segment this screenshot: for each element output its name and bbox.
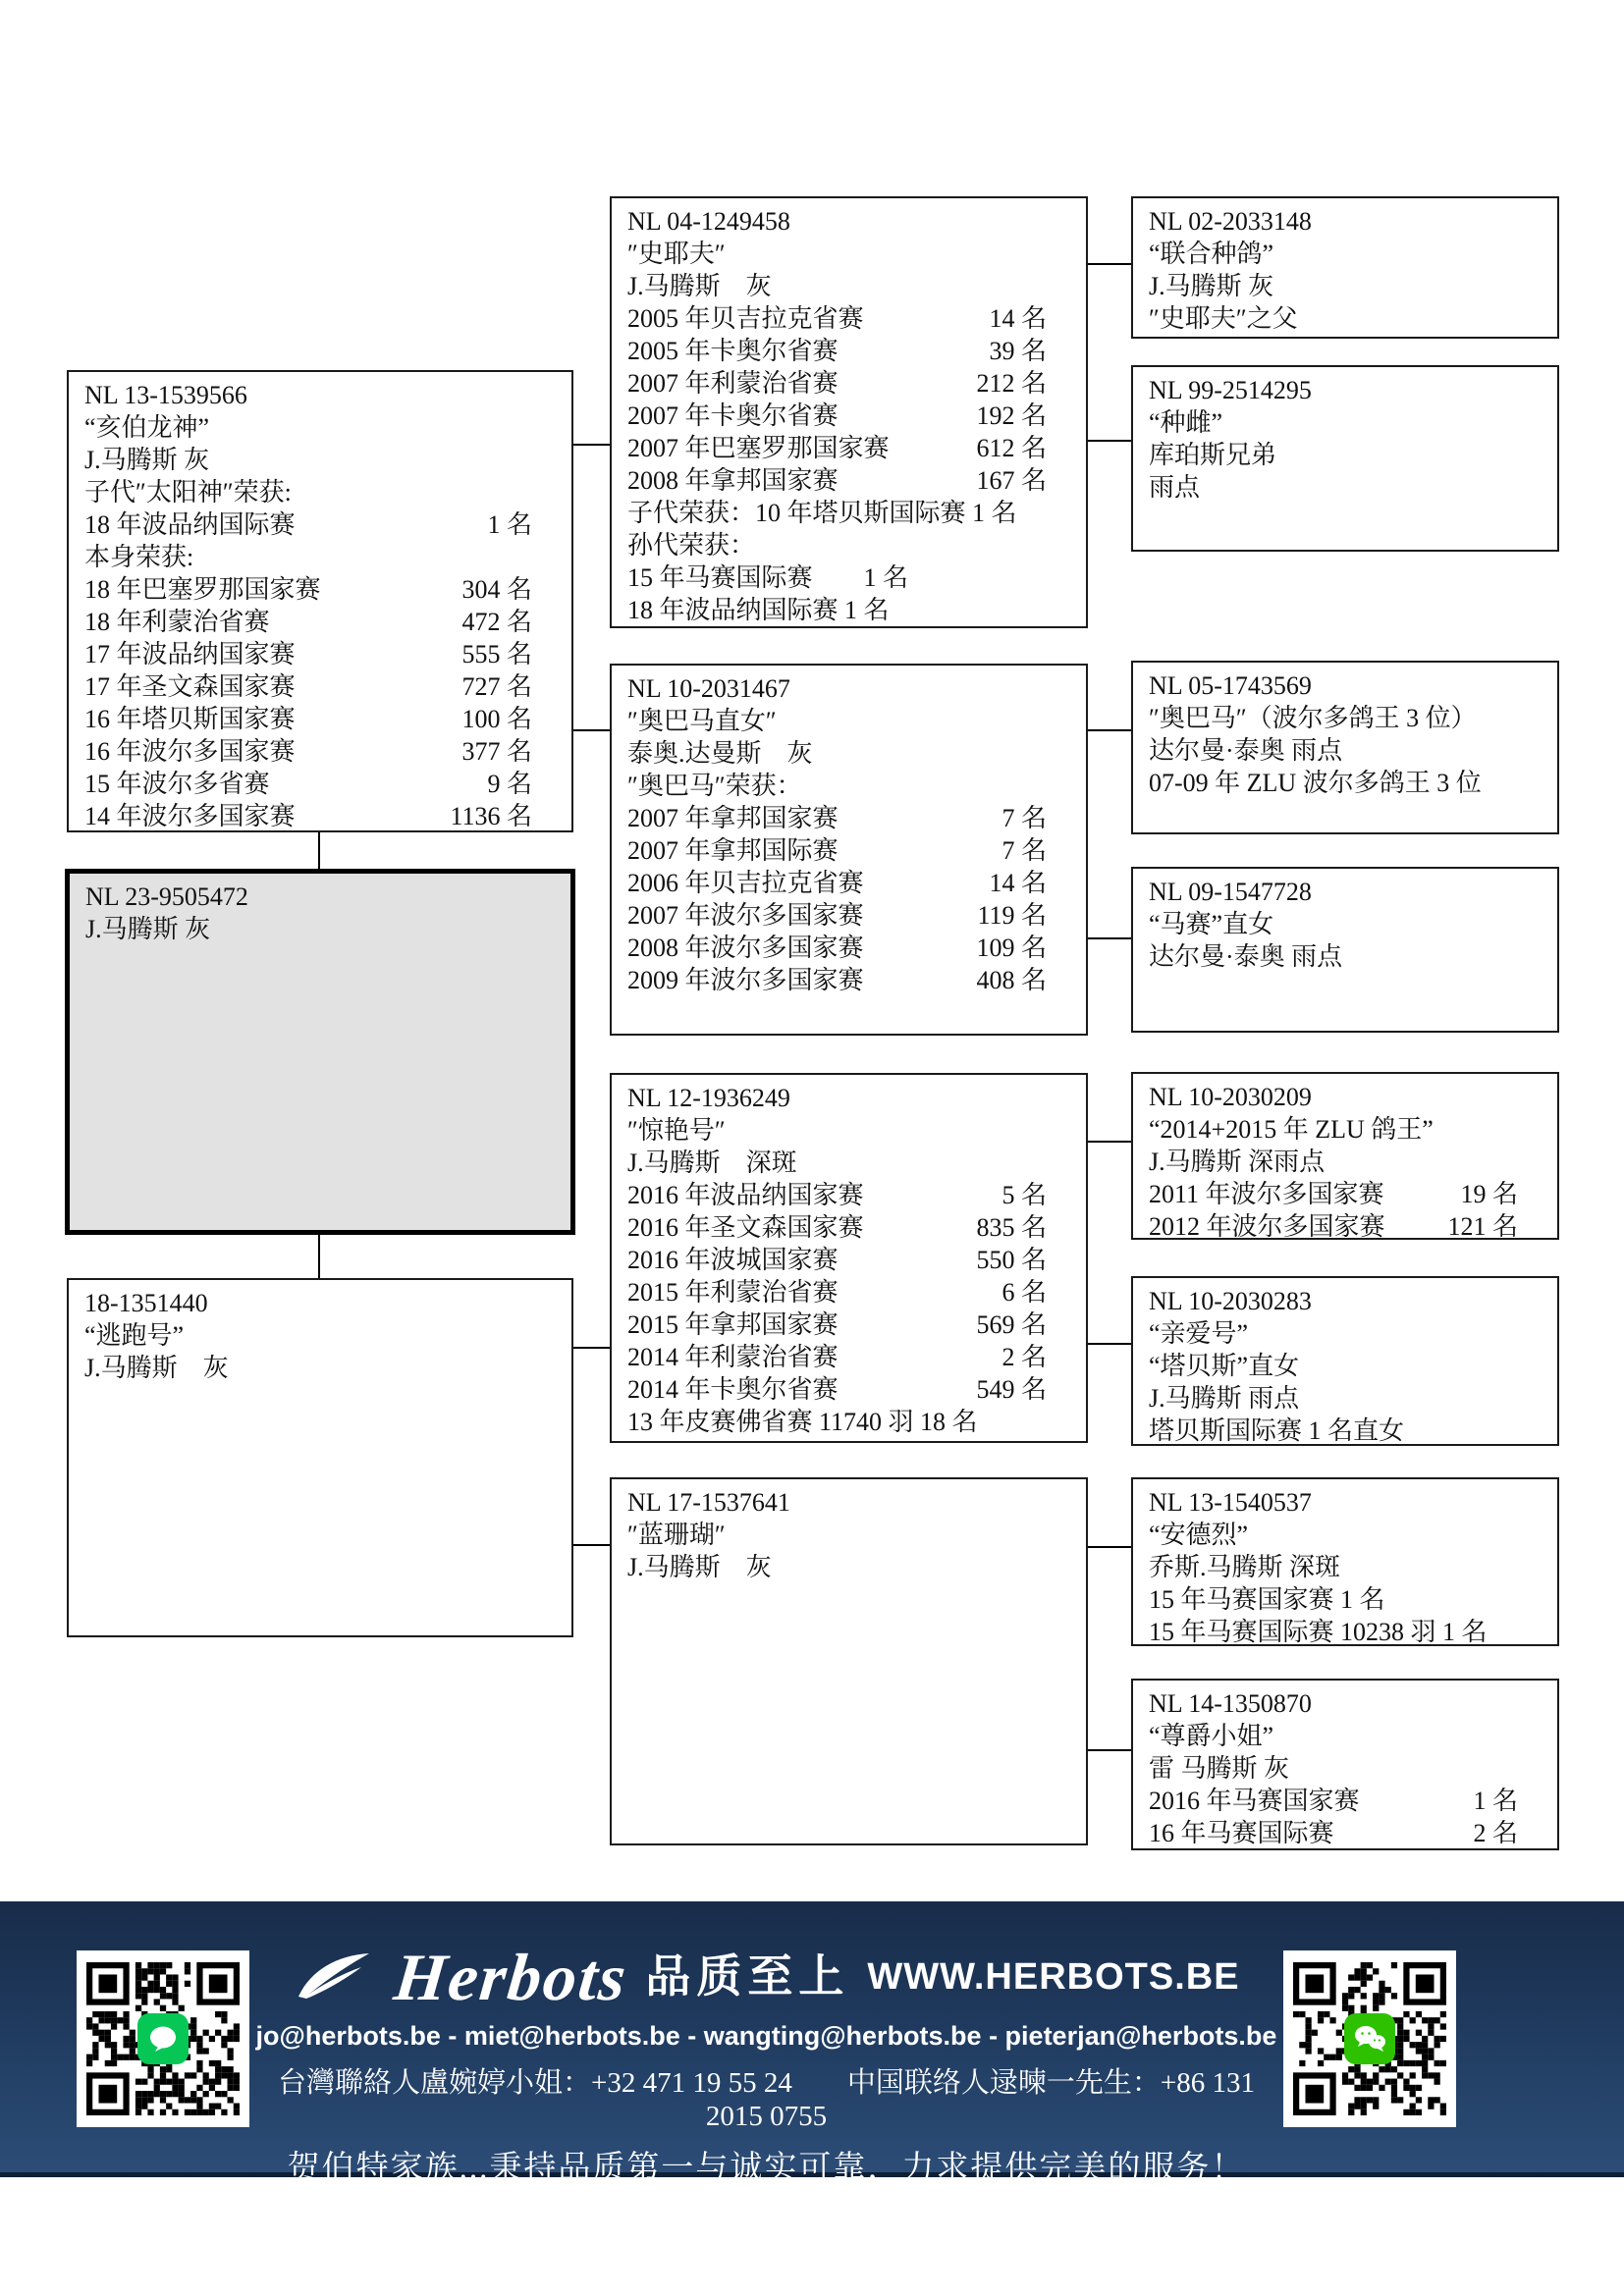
line-icon <box>137 2013 189 2064</box>
pedigree-box-granddam-paternal <box>610 664 1088 1036</box>
footer-banner <box>0 1901 1624 2186</box>
pedigree-text-line: NL 09-1547728 <box>1149 878 1312 906</box>
pedigree-text-line: 2007 年利蒙治省赛 212 名 <box>627 369 1047 398</box>
connector-line <box>573 729 610 731</box>
pedigree-text-line: J.马腾斯 灰 <box>85 915 211 943</box>
connector-line <box>573 1544 610 1546</box>
pedigree-text-line: J.马腾斯 灰 <box>84 1354 229 1382</box>
connector-line <box>1088 1749 1131 1751</box>
connector-line <box>1088 1141 1131 1143</box>
pedigree-text-line: 2007 年卡奥尔省赛 192 名 <box>627 401 1047 430</box>
connector-line <box>1088 440 1131 442</box>
connector-line <box>318 832 320 869</box>
pedigree-text-line: “逃跑号” <box>84 1321 185 1350</box>
pedigree-text-line: NL 99-2514295 <box>1149 376 1312 404</box>
pedigree-box-great-grandparent-6 <box>1131 1276 1559 1446</box>
pedigree-text-line: 泰奥.达曼斯 灰 <box>627 739 813 768</box>
connector-line <box>1088 263 1131 265</box>
pedigree-box-subject <box>65 869 575 1235</box>
pedigree-text-line: 达尔曼·泰奥 雨点 <box>1149 736 1343 765</box>
footer-emails: jo@herbots.be - miet@herbots.be - wangting@herbots.be - pieterjan@herbots.be <box>255 2021 1277 2051</box>
connector-line <box>1088 729 1131 731</box>
pedigree-text-line: NL 10-2030283 <box>1149 1287 1312 1315</box>
connector-line <box>1088 1343 1131 1345</box>
pedigree-text-line: 16 年马赛国际赛 2 名 <box>1149 1819 1518 1847</box>
footer-contacts <box>249 2060 1283 2133</box>
pedigree-box-great-grandparent-1 <box>1131 196 1559 339</box>
pedigree-text-line: ″史耶夫″ <box>627 240 726 268</box>
pedigree-text-line: 07-09 年 ZLU 波尔多鸽王 3 位 <box>1149 769 1482 797</box>
pedigree-text-line: 本身荣获: <box>84 543 194 571</box>
pedigree-text-line: NL 05-1743569 <box>1149 671 1312 700</box>
connector-line <box>573 444 610 446</box>
pedigree-text-line: 18 年波品纳国际赛 1 名 <box>84 510 532 539</box>
connector-line <box>573 1347 610 1349</box>
pedigree-box-great-grandparent-7 <box>1131 1477 1559 1646</box>
pedigree-text-line: J.马腾斯 灰 <box>627 272 772 300</box>
pedigree-text-line: “亥伯龙神” <box>84 413 210 442</box>
pedigree-text-line: “尊爵小姐” <box>1149 1722 1274 1750</box>
pedigree-text-line: 2006 年贝吉拉克省赛 14 名 <box>627 869 1047 897</box>
pedigree-box-granddam-maternal <box>610 1477 1088 1845</box>
pedigree-box-great-grandparent-3 <box>1131 661 1559 834</box>
pedigree-text-line: 2009 年波尔多国家赛 408 名 <box>627 966 1047 994</box>
pedigree-text-line: 2007 年巴塞罗那国家赛 612 名 <box>627 434 1047 462</box>
pedigree-box-father <box>67 370 573 832</box>
pedigree-text-line: 2016 年波城国家赛 550 名 <box>627 1246 1047 1274</box>
pedigree-text-line: 15 年马赛国家赛 1 名 <box>1149 1585 1385 1614</box>
pedigree-text-line: NL 04-1249458 <box>627 207 790 236</box>
pedigree-text-line: 2011 年波尔多国家赛 19 名 <box>1149 1180 1518 1208</box>
pedigree-text-line: J.马腾斯 灰 <box>627 1553 772 1581</box>
wechat-qr-code <box>1283 1950 1456 2127</box>
pedigree-text-line: 2016 年马赛国家赛 1 名 <box>1149 1787 1518 1815</box>
pedigree-box-great-grandparent-2 <box>1131 365 1559 552</box>
pedigree-text-line: 18 年波品纳国际赛 1 名 <box>627 596 890 624</box>
line-qr-code <box>77 1950 249 2127</box>
pedigree-text-line: NL 10-2031467 <box>627 674 790 703</box>
pedigree-text-line: J.马腾斯 灰 <box>84 446 210 474</box>
pedigree-text-line: J.马腾斯 深雨点 <box>1149 1148 1326 1176</box>
pedigree-text-line: 16 年波尔多国家赛 377 名 <box>84 737 532 766</box>
footer-center <box>249 1939 1283 2188</box>
pedigree-text-line: 18 年利蒙治省赛 472 名 <box>84 608 532 636</box>
pedigree-box-great-grandparent-4 <box>1131 867 1559 1033</box>
pedigree-text-line: 2005 年贝吉拉克省赛 14 名 <box>627 304 1047 333</box>
feather-icon <box>293 1948 377 2006</box>
pedigree-text-line: “2014+2015 年 ZLU 鸽王” <box>1149 1115 1434 1144</box>
pedigree-text-line: 2008 年拿邦国家赛 167 名 <box>627 466 1047 495</box>
brand-logo-row <box>249 1939 1283 2015</box>
pedigree-text-line: “种雌” <box>1149 408 1223 437</box>
footer-slogan: 贺伯特家族...秉持品质第一与诚实可靠，力求提供完美的服务！ <box>287 2151 1246 2186</box>
pedigree-text-line: 18 年巴塞罗那国家赛 304 名 <box>84 575 532 604</box>
pedigree-text-line: 孙代荣获： <box>627 531 756 560</box>
pedigree-text-line: 13 年皮赛佛省赛 11740 羽 18 名 <box>627 1408 978 1436</box>
pedigree-box-great-grandparent-5 <box>1131 1072 1559 1240</box>
pedigree-text-line: NL 10-2030209 <box>1149 1083 1312 1111</box>
pedigree-text-line: 2005 年卡奥尔省赛 39 名 <box>627 337 1047 365</box>
pedigree-text-line: ″惊艳号″ <box>627 1116 726 1145</box>
pedigree-text-line: 2016 年波品纳国家赛 5 名 <box>627 1181 1047 1209</box>
pedigree-text-line: NL 12-1936249 <box>627 1084 790 1112</box>
pedigree-text-line: ″奥巴马直女″ <box>627 707 777 735</box>
contact-china: 中国联络人逯暕一先生：+86 131 2015 0755 <box>705 2067 1255 2132</box>
pedigree-text-line: 达尔曼·泰奥 雨点 <box>1149 942 1343 971</box>
pedigree-text-line: 17 年波品纳国家赛 555 名 <box>84 640 532 668</box>
pedigree-text-line: 子代″太阳神″荣获: <box>84 478 292 507</box>
pedigree-text-line: 15 年波尔多省赛 9 名 <box>84 770 532 798</box>
brand-tagline: 品质至上 <box>645 1951 850 2002</box>
pedigree-box-grandsire-maternal <box>610 1073 1088 1443</box>
pedigree-text-line: “联合种鸽” <box>1149 240 1274 268</box>
pedigree-text-line: 2015 年利蒙治省赛 6 名 <box>627 1278 1047 1307</box>
pedigree-text-line: “安德烈” <box>1149 1521 1249 1549</box>
pedigree-text-line: ″史耶夫″之父 <box>1149 304 1298 333</box>
pedigree-text-line: “亲爱号” <box>1149 1319 1249 1348</box>
contact-taiwan: 台灣聯絡人盧婉婷小姐：+32 471 19 55 24 <box>278 2067 792 2099</box>
pedigree-text-line: 雨点 <box>1149 473 1201 502</box>
pedigree-text-line: NL 13-1539566 <box>84 381 247 409</box>
pedigree-box-mother <box>67 1278 573 1637</box>
pedigree-text-line: NL 23-9505472 <box>85 882 248 911</box>
brand-logo: Herbots <box>391 1940 632 2014</box>
pedigree-text-line: 雷 马腾斯 灰 <box>1149 1754 1290 1783</box>
connector-line <box>1088 937 1131 939</box>
pedigree-text-line: ″蓝珊瑚″ <box>627 1521 726 1549</box>
connector-line <box>1088 1546 1131 1548</box>
pedigree-text-line: 2007 年波尔多国家赛 119 名 <box>627 901 1047 930</box>
connector-line <box>318 1235 320 1278</box>
pedigree-text-line: “塔贝斯”直女 <box>1149 1352 1300 1380</box>
pedigree-text-line: J.马腾斯 雨点 <box>1149 1384 1300 1413</box>
pedigree-text-line: NL 17-1537641 <box>627 1488 790 1517</box>
pedigree-text-line: 15 年马赛国际赛 10238 羽 1 名 <box>1149 1618 1488 1646</box>
pedigree-text-line: 2007 年拿邦国际赛 7 名 <box>627 836 1047 865</box>
pedigree-text-line: NL 13-1540537 <box>1149 1488 1312 1517</box>
pedigree-text-line: 2015 年拿邦国家赛 569 名 <box>627 1310 1047 1339</box>
pedigree-box-great-grandparent-8 <box>1131 1679 1559 1850</box>
pedigree-text-line: 2014 年卡奥尔省赛 549 名 <box>627 1375 1047 1404</box>
pedigree-text-line: 17 年圣文森国家赛 727 名 <box>84 672 532 701</box>
wechat-icon <box>1344 2013 1395 2064</box>
pedigree-text-line: 2007 年拿邦国家赛 7 名 <box>627 804 1047 832</box>
pedigree-text-line: 塔贝斯国际赛 1 名直女 <box>1149 1416 1405 1445</box>
pedigree-text-line: 16 年塔贝斯国家赛 100 名 <box>84 705 532 733</box>
website-url: WWW.HERBOTS.BE <box>867 1956 1240 1998</box>
pedigree-text-line: 乔斯.马腾斯 深斑 <box>1149 1553 1341 1581</box>
pedigree-text-line: NL 02-2033148 <box>1149 207 1312 236</box>
pedigree-text-line: 2012 年波尔多国家赛 121 名 <box>1149 1212 1518 1241</box>
pedigree-text-line: J.马腾斯 灰 <box>1149 272 1274 300</box>
pedigree-text-line: 2008 年波尔多国家赛 109 名 <box>627 934 1047 962</box>
pedigree-text-line: 2016 年圣文森国家赛 835 名 <box>627 1213 1047 1242</box>
pedigree-text-line: 库珀斯兄弟 <box>1149 441 1277 469</box>
pedigree-text-line: 14 年波尔多国家赛 1136 名 <box>84 802 532 830</box>
pedigree-text-line: 18-1351440 <box>84 1289 208 1317</box>
pedigree-text-line: ″奥巴马″（波尔多鸽王 3 位） <box>1149 704 1477 732</box>
pedigree-text-line: “马赛”直女 <box>1149 910 1274 938</box>
pedigree-box-grandsire-paternal <box>610 196 1088 628</box>
pedigree-text-line: 15 年马赛国际赛 1 名 <box>627 563 909 592</box>
pedigree-text-line: 子代荣获：10 年塔贝斯国际赛 1 名 <box>627 499 1017 527</box>
pedigree-text-line: NL 14-1350870 <box>1149 1689 1312 1718</box>
pedigree-text-line: 2014 年利蒙治省赛 2 名 <box>627 1343 1047 1371</box>
pedigree-text-line: J.马腾斯 深斑 <box>627 1148 797 1177</box>
pedigree-text-line: ″奥巴马″荣获： <box>627 772 802 800</box>
